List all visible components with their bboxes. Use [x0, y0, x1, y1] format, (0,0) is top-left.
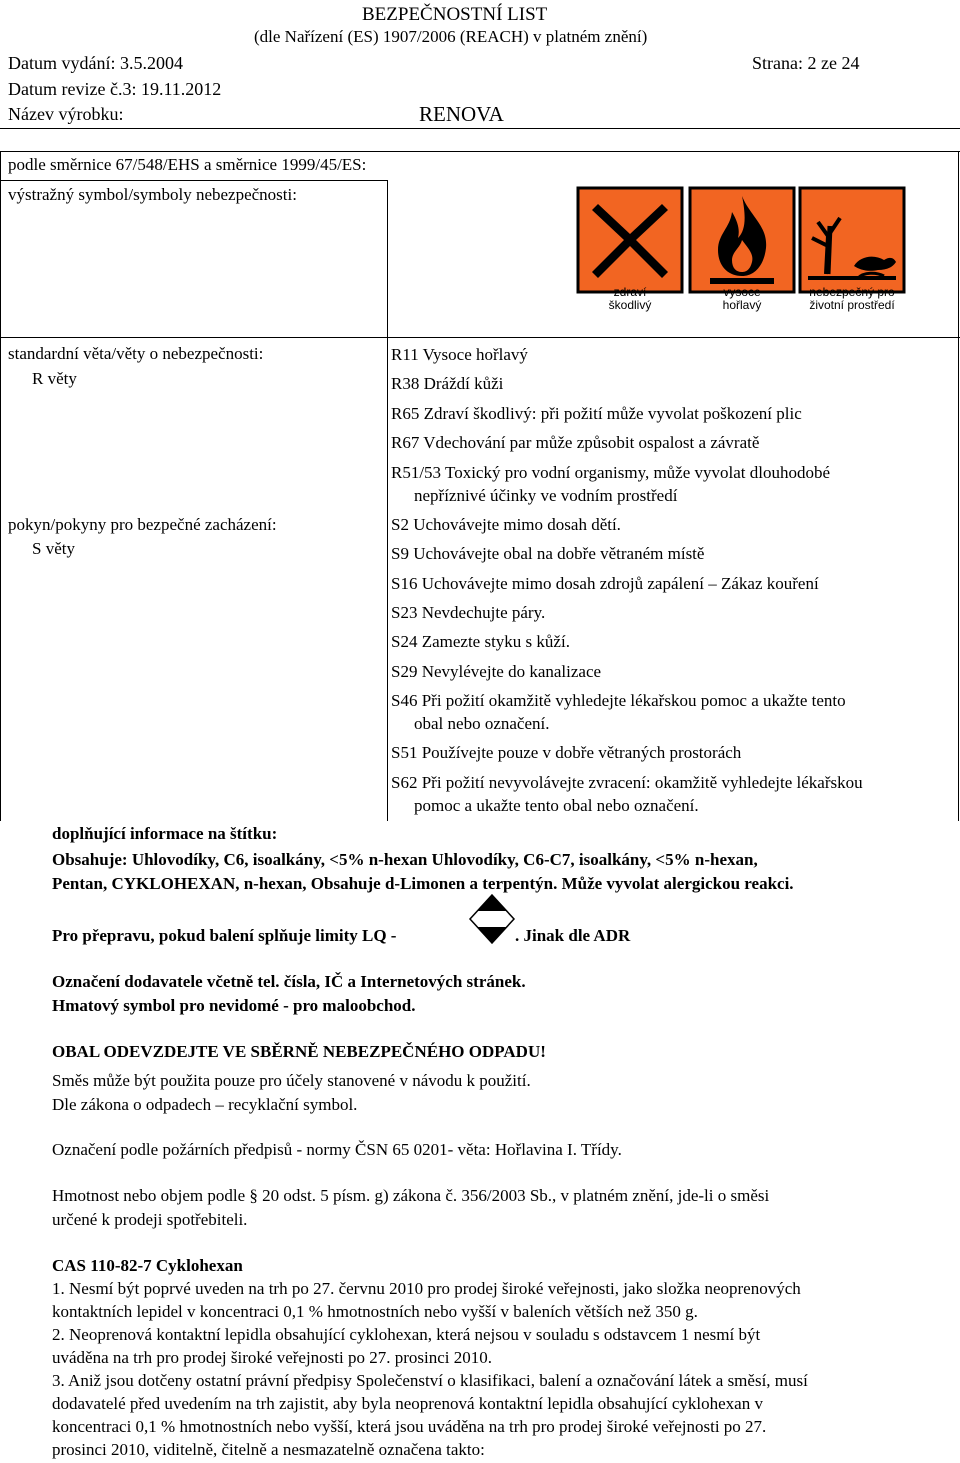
weight-line-1: Hmotnost nebo objem podle § 20 odst. 5 písm. g) zákona č. 356/2003 Sb., v platném znění, jde-li o směsi [52, 1186, 770, 1205]
weight-line-2: určené k prodeji spotřebiteli. [52, 1210, 248, 1229]
s-phrase-item: S46 Při požití okamžitě vyhledejte lékařskou pomoc a ukažte tento [391, 691, 846, 710]
table-left-border [0, 151, 1, 821]
cas-line: dodavatelé před uvedením na trh zajistit, aby byla neoprenová kontaktní lepidla obsahující cyklohexan v [52, 1394, 763, 1413]
s-phrase-item: obal nebo označení. [414, 714, 550, 733]
cas-heading: CAS 110-82-7 Cyklohexan [52, 1256, 243, 1275]
pictogram-caption-environment: nebezpečný pro životní prostředí [809, 285, 895, 312]
date-revised: Datum revize č.3: 19.11.2012 [8, 79, 222, 99]
r-phrase-item: nepříznivé účinky ve vodním prostředí [414, 486, 678, 505]
document-subtitle: (dle Nařízení (ES) 1907/2006 (REACH) v platném znění) [254, 27, 648, 46]
use-line-2: Dle zákona o odpadech – recyklační symbol. [52, 1095, 358, 1114]
s-phrase-item: S51 Používejte pouze v dobře větraných prostorách [391, 743, 742, 762]
use-line-1: Směs může být použita pouze pro účely stanovené v návodu k použití. [52, 1071, 531, 1090]
date-issued: Datum vydání: 3.5.2004 [8, 53, 183, 73]
s-phrase-item: S16 Uchovávejte mimo dosah zdrojů zapálení – Zákaz kouření [391, 574, 819, 593]
directive-heading: podle směrnice 67/548/EHS a směrnice 1999/45/ES: [8, 155, 367, 174]
cas-line: kontaktních lepidel v koncentraci 0,1 % hmotnostních nebo vyšší v baleních větších než 350 g. [52, 1302, 698, 1321]
transport-text-before: Pro přepravu, pokud balení splňuje limity LQ - [52, 926, 397, 945]
transport-text-after: . Jinak dle ADR [515, 926, 631, 945]
product-label: Název výrobku: [8, 104, 124, 124]
environment-tree-icon [798, 186, 906, 294]
product-name: RENOVA [419, 102, 504, 126]
pictogram-caption-flammable: vysoce hořlavý [722, 285, 762, 312]
s-phrase-item: pomoc a ukažte tento obal nebo označení. [414, 796, 699, 815]
symbols-label: výstražný symbol/symboly nebezpečnosti: [8, 185, 297, 204]
s-phrase-item: S23 Nevdechujte páry. [391, 603, 546, 622]
waste-notice: OBAL ODEVZDEJTE VE SBĚRNĚ NEBEZPEČNÉHO ODPADU! [52, 1042, 546, 1061]
tactile-symbol: Hmatový symbol pro nevidomé - pro maloobchod. [52, 996, 416, 1015]
fire-regulation: Označení podle požárních předpisů - normy ČSN 65 0201- věta: Hořlavina I. Třídy. [52, 1140, 622, 1159]
label-info-heading: doplňující informace na štítku: [52, 824, 278, 843]
cas-line: 2. Neoprenová kontaktní lepidla obsahující cyklohexan, která nejsou v souladu s odstavcem 1 nesmí být [52, 1325, 761, 1344]
limited-quantity-icon [468, 893, 516, 945]
pictogram-caption-harmful: zdraví škodlivý [608, 285, 652, 312]
r-phrase-item: R65 Zdraví škodlivý: při požití může vyvolat poškození plic [391, 404, 802, 423]
contains-line-2: Pentan, CYKLOHEXAN, n-hexan, Obsahuje d-Limonen a terpentýn. Může vyvolat alergickou reakci. [52, 874, 794, 893]
s-phrases-label: pokyn/pokyny pro bezpečné zacházení: [8, 515, 277, 534]
cas-line: uváděna na trh pro prodej široké veřejnosti po 27. prosinci 2010. [52, 1348, 493, 1367]
r-phrases-label: standardní věta/věty o nebezpečnosti: [8, 344, 264, 363]
s-phrases-sublabel: S věty [32, 539, 75, 558]
table-right-border [958, 151, 959, 821]
s-phrase-item: S2 Uchovávejte mimo dosah dětí. [391, 515, 621, 534]
supplier-info: Označení dodavatele včetně tel. čísla, IČ a Internetových stránek. [52, 972, 526, 991]
s-phrase-item: S9 Uchovávejte obal na dobře větraném místě [391, 544, 705, 563]
table-top-border [0, 151, 960, 152]
harmful-x-icon [576, 186, 684, 294]
r-phrase-item: R11 Vysoce hořlavý [391, 345, 528, 364]
table-column-divider [387, 180, 388, 821]
r-phrase-item: R51/53 Toxický pro vodní organismy, může vyvolat dlouhodobé [391, 463, 831, 482]
r-phrases-sublabel: R věty [32, 369, 77, 388]
cas-line: 1. Nesmí být poprvé uveden na trh po 27. červnu 2010 pro prodej široké veřejnosti, jako složka neoprenových [52, 1279, 801, 1298]
table-row-divider-1 [0, 180, 388, 181]
cas-line: koncentraci 0,1 % hmotnostních nebo vyšší, která jsou uváděna na trh pro prodej široké veřejnosti po 27. [52, 1417, 767, 1436]
flammable-flame-icon [688, 186, 796, 294]
document-title: BEZPEČNOSTNÍ LIST [362, 4, 548, 25]
table-row-divider-2 [0, 337, 960, 338]
cas-line: 3. Aniž jsou dotčeny ostatní právní předpisy Společenství o klasifikaci, balení a označování látek a směsí, musí [52, 1371, 808, 1390]
s-phrase-item: S29 Nevylévejte do kanalizace [391, 662, 602, 681]
s-phrase-item: S62 Při požití nevyvolávejte zvracení: okamžitě vyhledejte lékařskou [391, 773, 863, 792]
cas-line: prosinci 2010, viditelně, čitelně a nesmazatelně označena takto: [52, 1440, 485, 1459]
r-phrase-item: R67 Vdechování par může způsobit ospalost a závratě [391, 433, 760, 452]
contains-line-1: Obsahuje: Uhlovodíky, C6, isoalkány, <5% n-hexan Uhlovodíky, C6-C7, isoalkány, <5% n-hexan, [52, 850, 758, 869]
page-number: Strana: 2 ze 24 [752, 53, 860, 73]
header-divider [0, 128, 960, 129]
r-phrase-item: R38 Dráždí kůži [391, 374, 504, 393]
s-phrase-item: S24 Zamezte styku s kůží. [391, 632, 570, 651]
